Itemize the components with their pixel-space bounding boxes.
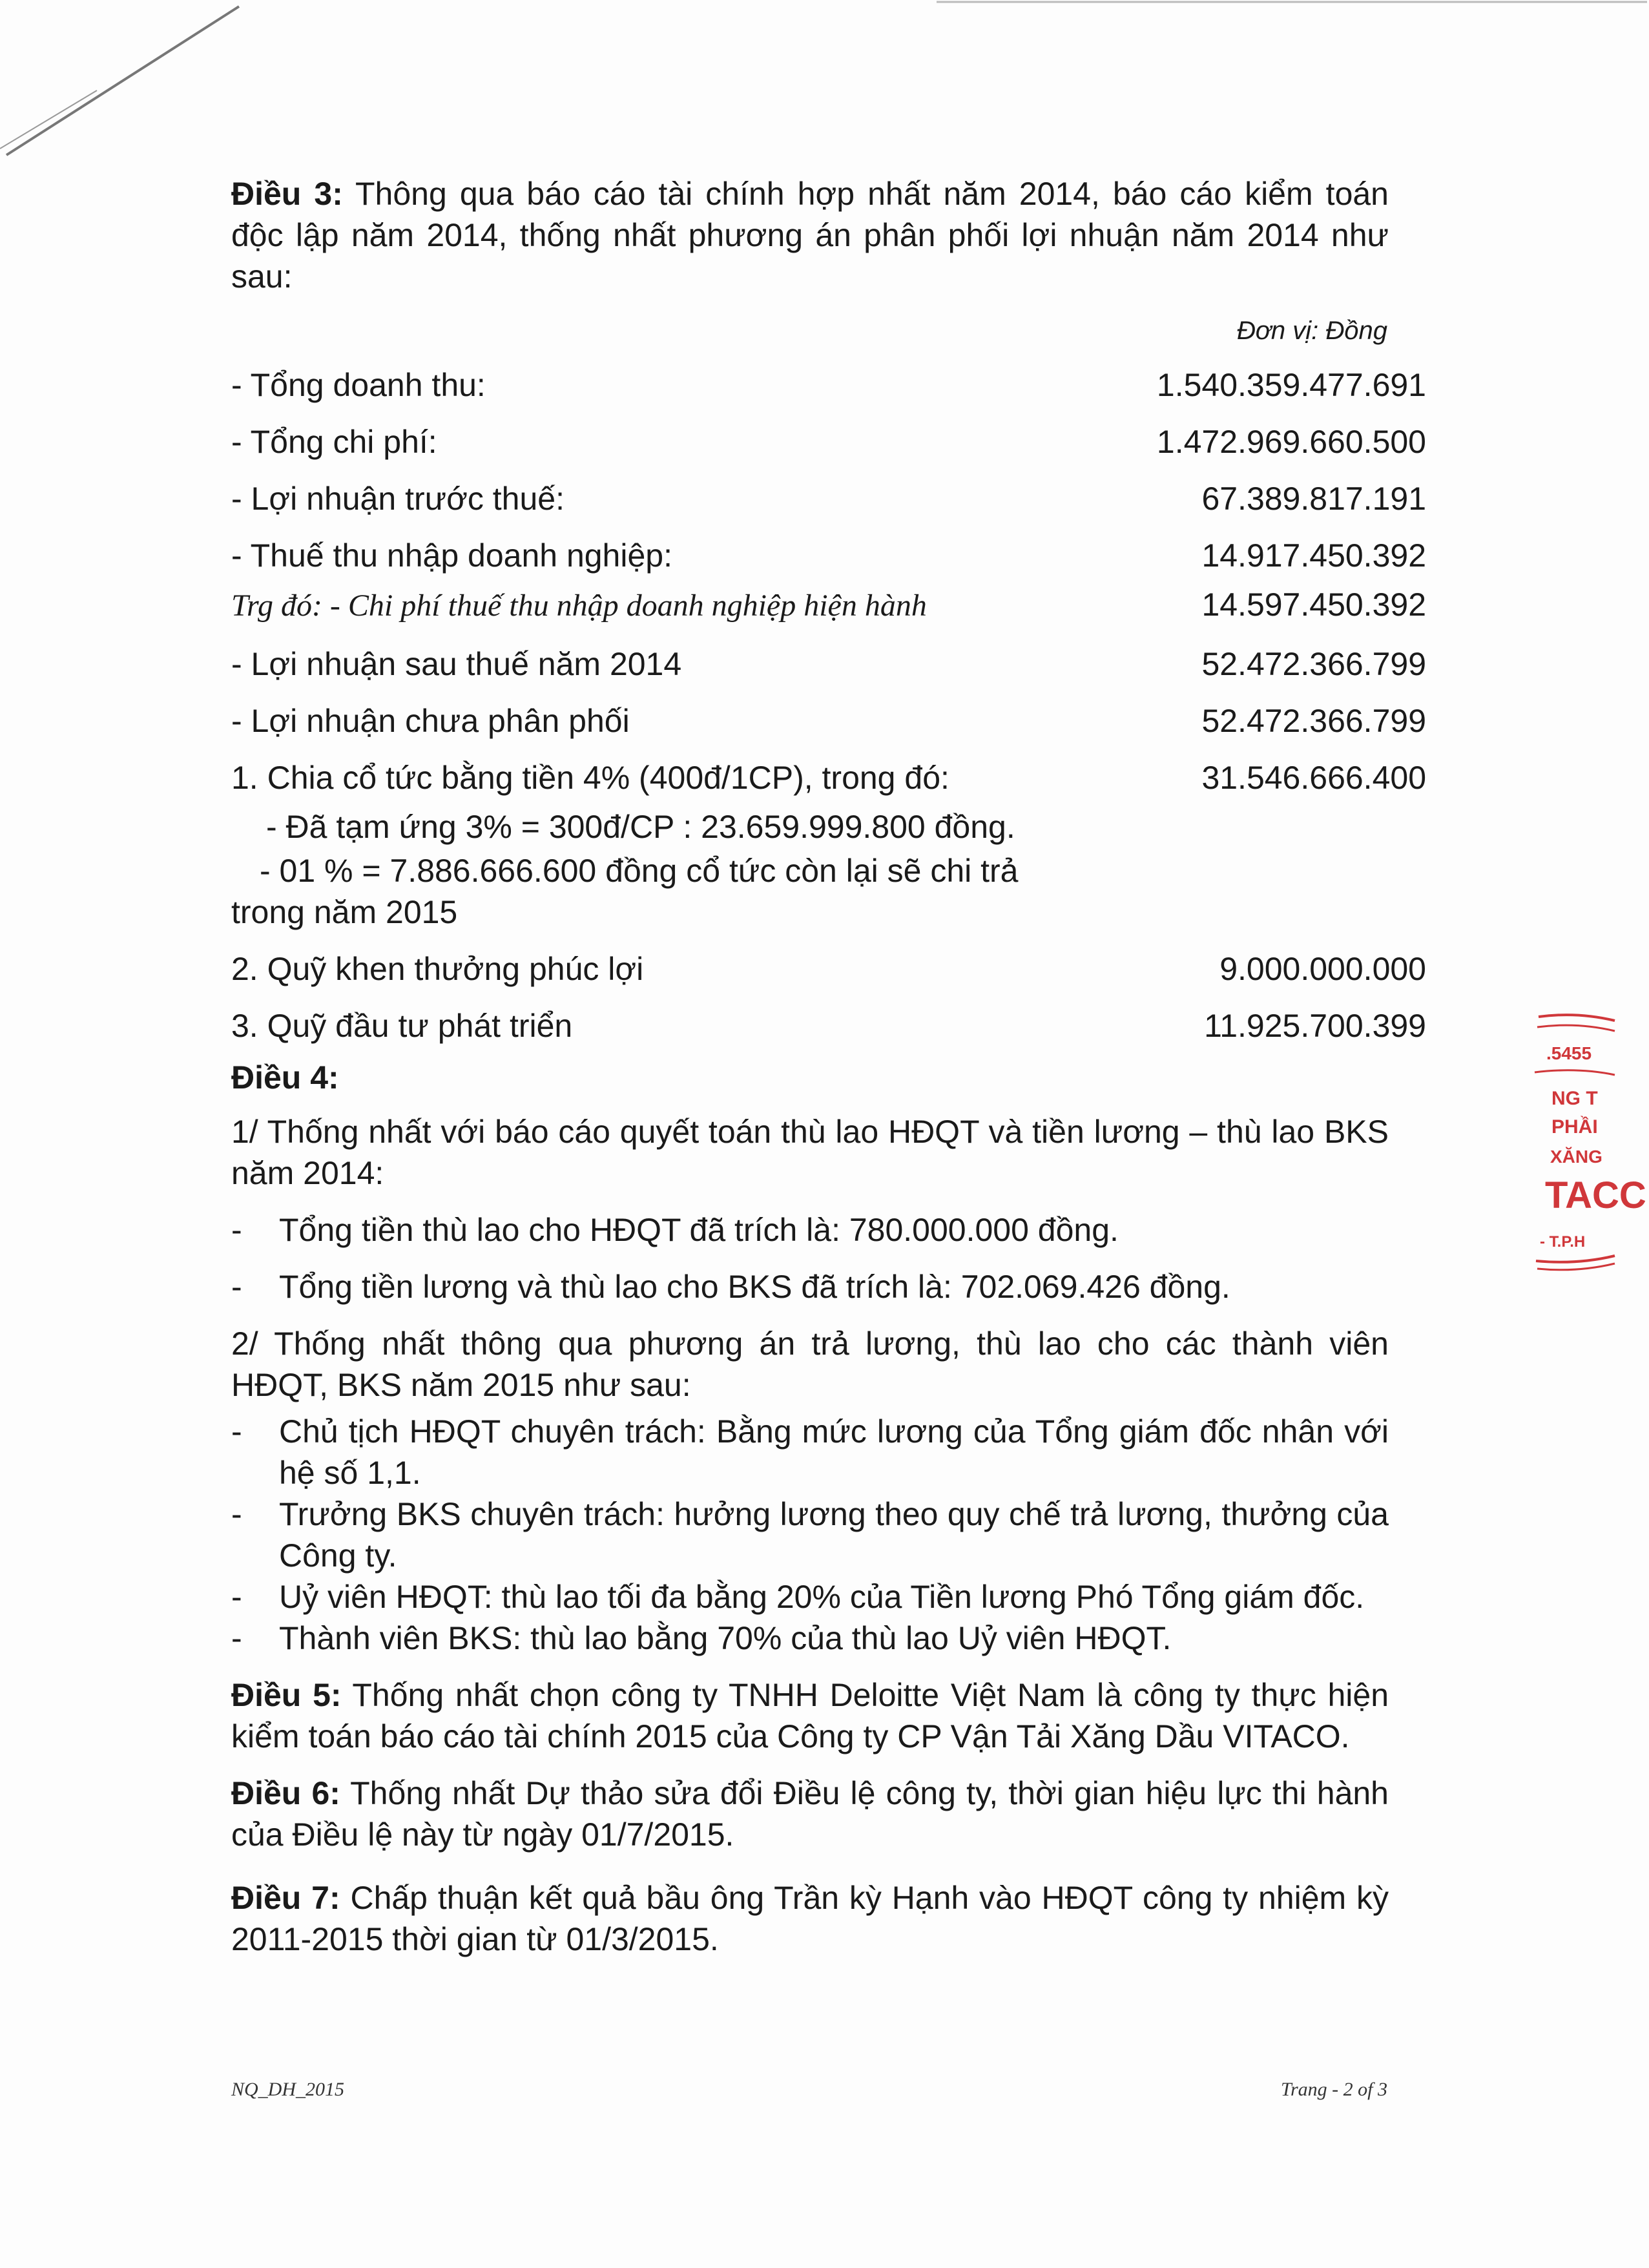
fin-row: 3. Quỹ đầu tư phát triển 11.925.700.399 (231, 1008, 1426, 1044)
dieu5-heading: Điều 5: (231, 1677, 342, 1713)
dieu3-heading: Điều 3: (231, 176, 343, 212)
page-footer (231, 2079, 1394, 2101)
dividend-remaining-note: - 01 % = 7.886.666.600 đồng cổ tức còn lại sẽ chi trả (260, 853, 1019, 889)
dieu6-paragraph (231, 1773, 1389, 1855)
dividend-advance-note: - Đã tạm ứng 3% = 300đ/CP : 23.659.999.800 đồng. (266, 809, 1015, 845)
dieu7-text: Chấp thuận kết quả bầu ông Trần kỳ Hạnh vào HĐQT công ty nhiệm kỳ 2011-2015 thời gian từ 01/3/2015. (231, 1880, 1389, 1957)
bullet-item: - Chủ tịch HĐQT chuyên trách: Bằng mức lương của Tổng giám đốc nhân với hệ số 1,1. (231, 1413, 1389, 1491)
fin-row: Trg đó: - Chi phí thuế thu nhập doanh nghiệp hiện hành 14.597.450.392 (231, 587, 1426, 623)
dieu4-heading: Điều 4: (231, 1059, 339, 1096)
seal-text: - T.P.H (1540, 1233, 1586, 1251)
seal-text: .5455 (1546, 1043, 1592, 1063)
page-number: Trang - 2 of 3 (1280, 2079, 1387, 2100)
document-code: NQ_DH_2015 (231, 2079, 345, 2100)
fin-row: 1. Chia cổ tức bằng tiền 4% (400đ/1CP), trong đó: 31.546.666.400 (231, 760, 1426, 796)
bullet-item: - Thành viên BKS: thù lao bằng 70% của thù lao Uỷ viên HĐQT. (231, 1620, 1172, 1656)
fin-row: - Lợi nhuận sau thuế năm 2014 52.472.366.799 (231, 646, 1426, 682)
scan-top-edge (937, 0, 1647, 6)
bullet-item: - Tổng tiền thù lao cho HĐQT đã trích là: 780.000.000 đồng. (231, 1212, 1119, 1248)
bullet-item: - Tổng tiền lương và thù lao cho BKS đã trích là: 702.069.426 đồng. (231, 1269, 1230, 1305)
dieu7-paragraph (231, 1877, 1389, 1960)
dieu4-paragraph-1: 1/ Thống nhất với báo cáo quyết toán thù lao HĐQT và tiền lương – thù lao BKS năm 2014: (231, 1114, 1389, 1191)
profit-distribution-table (231, 310, 1426, 1057)
fin-row: 2. Quỹ khen thưởng phúc lợi 9.000.000.000 (231, 951, 1426, 987)
unit-label: Đơn vị: Đồng (1236, 317, 1387, 345)
folded-corner-mark (0, 0, 271, 168)
dieu3-paragraph (231, 173, 1389, 297)
seal-text: NG T (1551, 1088, 1598, 1109)
dieu7-heading: Điều 7: (231, 1880, 340, 1916)
seal-text: TACC (1545, 1174, 1646, 1216)
dieu5-paragraph (231, 1674, 1389, 1757)
dieu5-text: Thống nhất chọn công ty TNHH Deloitte Việt Nam là công ty thực hiện kiểm toán báo cáo tài chính 2015 của Công ty CP Vận Tải Xăng Dầu VITACO. (231, 1677, 1389, 1754)
fin-row: - Lợi nhuận chưa phân phối 52.472.366.799 (231, 703, 1426, 739)
seal-text: PHẦI (1551, 1116, 1598, 1138)
bullet-item: - Uỷ viên HĐQT: thù lao tối đa bằng 20% của Tiền lương Phó Tổng giám đốc. (231, 1579, 1365, 1615)
fin-row: - Tổng doanh thu: 1.540.359.477.691 (231, 367, 1426, 403)
document-body (231, 173, 1426, 1975)
seal-text: XĂNG (1550, 1147, 1602, 1167)
company-seal (1532, 1008, 1646, 1298)
dieu6-text: Thống nhất Dự thảo sửa đổi Điều lệ công ty, thời gian hiệu lực thi hành của Điều lệ này từ ngày 01/7/2015. (231, 1775, 1389, 1853)
dieu4-paragraph-2: 2/ Thống nhất thông qua phương án trả lương, thù lao cho các thành viên HĐQT, BKS năm 2015 như sau: (231, 1326, 1389, 1403)
fin-row: - Lợi nhuận trước thuế: 67.389.817.191 (231, 481, 1426, 517)
fin-row: - Thuế thu nhập doanh nghiệp: 14.917.450.392 (231, 537, 1426, 574)
dividend-remaining-note-cont: trong năm 2015 (231, 894, 458, 930)
bullet-item: - Trưởng BKS chuyên trách: hưởng lương theo quy chế trả lương, thưởng của Công ty. (231, 1496, 1389, 1574)
fin-row: - Tổng chi phí: 1.472.969.660.500 (231, 424, 1426, 460)
dieu6-heading: Điều 6: (231, 1775, 340, 1811)
dieu3-text: Thông qua báo cáo tài chính hợp nhất năm 2014, báo cáo kiểm toán độc lập năm 2014, thống nhất phương án phân phối lợi nhuận năm 2014 như sau: (231, 176, 1389, 295)
